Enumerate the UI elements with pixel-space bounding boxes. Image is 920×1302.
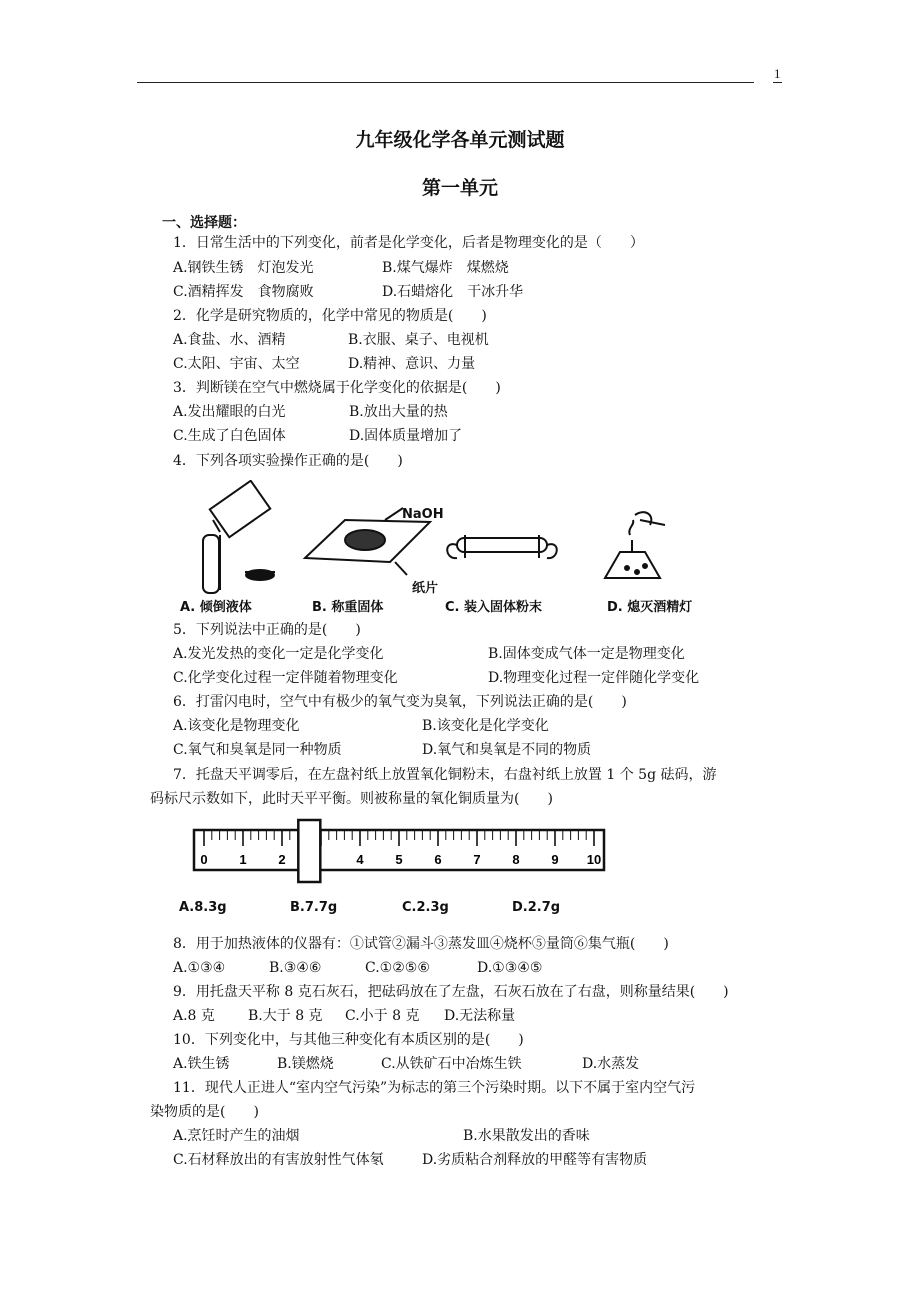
- ruler-tick-label: 0: [200, 852, 208, 867]
- question-2-stem: 2．化学是研究物质的，化学中常见的物质是( ): [173, 308, 487, 324]
- q7-option-d: D.2.7g: [512, 900, 561, 915]
- question-3-stem: 3．判断镁在空气中燃烧属于化学变化的依据是( ): [173, 380, 501, 396]
- q7-option-b: B.7.7g: [290, 900, 338, 915]
- q5-option-c: C.化学变化过程一定伴随着物理变化: [173, 670, 398, 686]
- question-9-stem: 9．用托盘天平称 8 克石灰石，把砝码放在了左盘，石灰石放在了右盘，则称量结果( ): [173, 984, 729, 1000]
- ruler-tick-label: 6: [434, 852, 442, 867]
- ruler-tick-label: 10: [586, 852, 602, 867]
- figure-loading-powder: [447, 535, 557, 558]
- question-11-stem-line2: 染物质的是( ): [150, 1104, 259, 1120]
- page-title: 九年级化学各单元测试题: [355, 129, 565, 151]
- q4-figures: [175, 480, 735, 615]
- q1-option-d: D.石蜡熔化 干冰升华: [382, 284, 524, 300]
- q8-option-b: B.③④⑥: [269, 960, 322, 976]
- question-5-stem: 5．下列说法中正确的是( ): [173, 622, 361, 638]
- label-naoh: NaOH: [402, 507, 444, 522]
- q9-option-a: A.8 克: [173, 1008, 215, 1024]
- question-1-stem: 1．日常生活中的下列变化，前者是化学变化，后者是物理变化的是（ ）: [173, 235, 644, 251]
- question-10-stem: 10．下列变化中，与其他三种变化有本质区别的是( ): [173, 1032, 524, 1048]
- q6-option-b: B.该变化是化学变化: [422, 718, 549, 734]
- q4-option-a: A. 倾倒液体: [180, 600, 252, 615]
- unit-title: 第一单元: [421, 177, 498, 199]
- question-7-stem-line1: 7．托盘天平调零后，在左盘衬纸上放置氧化铜粉末，右盘衬纸上放置 1 个 5g 砝码，游: [173, 767, 717, 783]
- q10-option-b: B.镁燃烧: [277, 1056, 334, 1072]
- rider-scale: [190, 818, 615, 888]
- q3-option-a: A.发出耀眼的白光: [173, 404, 286, 420]
- question-4-stem: 4．下列各项实验操作正确的是( ): [173, 453, 403, 469]
- q2-option-b: B.衣服、桌子、电视机: [348, 332, 489, 348]
- section-title: 一、选择题：: [162, 215, 246, 231]
- ruler-tick-label: 9: [551, 852, 559, 867]
- figure-pouring-liquid: [203, 481, 275, 593]
- q7-option-c: C.2.3g: [402, 900, 449, 915]
- q9-option-b: B.大于 8 克: [248, 1008, 323, 1024]
- question-6-stem: 6．打雷闪电时，空气中有极少的氧气变为臭氧，下列说法正确的是( ): [173, 694, 627, 710]
- q10-option-c: C.从铁矿石中冶炼生铁: [381, 1056, 522, 1072]
- ruler-tick-label: 1: [239, 852, 247, 867]
- question-8-stem: 8．用于加热液体的仪器有：①试管②漏斗③蒸发皿④烧杯⑤量筒⑥集气瓶( ): [173, 936, 669, 952]
- q5-option-b: B.固体变成气体一定是物理变化: [488, 646, 685, 662]
- q5-option-a: A.发光发热的变化一定是化学变化: [173, 646, 384, 662]
- q1-option-b: B.煤气爆炸 煤燃烧: [382, 260, 509, 276]
- q10-option-a: A.铁生锈: [173, 1056, 230, 1072]
- ruler-tick-label: 7: [473, 852, 481, 867]
- ruler-tick-label: 8: [512, 852, 520, 867]
- figure-extinguish-lamp: [605, 512, 665, 578]
- q8-option-d: D.①③④⑤: [477, 960, 543, 976]
- q6-option-d: D.氧气和臭氧是不同的物质: [422, 742, 592, 758]
- q2-option-d: D.精神、意识、力量: [348, 356, 476, 372]
- q6-option-c: C.氧气和臭氧是同一种物质: [173, 742, 342, 758]
- q11-option-a: A.烹饪时产生的油烟: [173, 1128, 300, 1144]
- q1-option-c: C.酒精挥发 食物腐败: [173, 284, 314, 300]
- ruler-tick-label: 4: [356, 852, 364, 867]
- q8-option-a: A.①③④: [173, 960, 226, 976]
- rider-slider: [298, 820, 320, 882]
- q9-option-d: D.无法称量: [444, 1008, 516, 1024]
- ruler-tick-label: 2: [278, 852, 286, 867]
- q2-option-a: A.食盐、水、酒精: [173, 332, 286, 348]
- page-number: 1: [774, 66, 781, 81]
- q2-option-c: C.太阳、宇宙、太空: [173, 356, 300, 372]
- q3-option-c: C.生成了白色固体: [173, 428, 286, 444]
- q9-option-c: C.小于 8 克: [345, 1008, 420, 1024]
- q7-option-a: A.8.3g: [179, 900, 227, 915]
- q4-option-d: D. 熄灭酒精灯: [607, 600, 693, 615]
- q4-option-c: C. 装入固体粉末: [445, 600, 543, 615]
- q3-option-b: B.放出大量的热: [349, 404, 448, 420]
- q8-option-c: C.①②⑤⑥: [365, 960, 430, 976]
- question-7-stem-line2: 码标尺示数如下，此时天平平衡。则被称量的氧化铜质量为( ): [150, 791, 553, 807]
- q3-option-d: D.固体质量增加了: [349, 428, 463, 444]
- q11-option-b: B.水果散发出的香味: [463, 1128, 590, 1144]
- q11-option-d: D.劣质粘合剂释放的甲醛等有害物质: [422, 1152, 648, 1168]
- label-paper: 纸片: [412, 581, 439, 596]
- q6-option-a: A.该变化是物理变化: [173, 718, 300, 734]
- ruler-tick-label: 5: [395, 852, 403, 867]
- q1-option-a: A.钢铁生锈 灯泡发光: [173, 260, 314, 276]
- q10-option-d: D.水蒸发: [582, 1056, 640, 1072]
- q11-option-c: C.石材释放出的有害放射性气体氡: [173, 1152, 384, 1168]
- q4-option-b: B. 称重固体: [312, 600, 384, 615]
- header-rule: [137, 82, 754, 83]
- q5-option-d: D.物理变化过程一定伴随化学变化: [488, 670, 700, 686]
- question-11-stem-line1: 11．现代人正进人“室内空气污染”为标志的第三个污染时期。以下不属于室内空气污: [173, 1080, 696, 1096]
